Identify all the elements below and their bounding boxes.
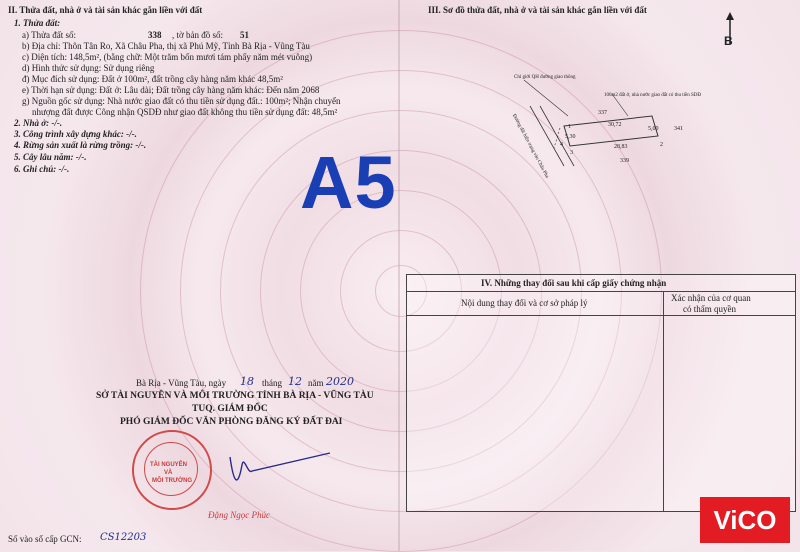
register-number: CS12203 [100, 532, 147, 543]
use-term: e) Thời hạn sử dụng: Đất ở: Lâu dài; Đất trồng cây hàng năm khác: Đến năm 2068 [22, 85, 320, 95]
signer-name: Đặng Ngọc Phúc [208, 510, 270, 520]
lot-337: 337 [598, 110, 607, 116]
map-sheet-label: , tờ bản đồ số: [172, 30, 224, 40]
col-change-content: Nội dung thay đổi và cơ sở pháp lý [461, 298, 588, 308]
signer-role: PHÓ GIÁM ĐỐC VĂN PHÒNG ĐĂNG KÝ ĐẤT ĐAI [120, 417, 343, 427]
address: b) Địa chỉ: Thôn Tân Ro, Xã Châu Pha, thị xã Phú Mỹ, Tỉnh Bà Rịa - Vũng Tàu [22, 41, 310, 51]
item-5: 5. Cây lâu năm: -/-. [14, 152, 87, 162]
map-note-land: 100m2 đất ở, nhà nước giao đất có thu tiền SDĐ [604, 93, 702, 98]
lot-341: 341 [674, 126, 683, 132]
map-note-road-limit: Chỉ giới QH đường giao thông [514, 75, 576, 80]
dim-left: 5,30 [565, 134, 576, 140]
dim-right: 5,00 [648, 126, 659, 132]
issue-date-prefix: Bà Rịa - Vũng Tàu, ngày [136, 378, 227, 388]
issue-month: 12 [288, 375, 302, 388]
section-2-title: II. Thửa đất, nhà ở và tài sản khác gắn liền với đất [8, 5, 203, 15]
point-3: 3 [570, 150, 573, 156]
parcel-number: 338 [148, 30, 162, 40]
parcel-number-label: a) Thửa đất số: [22, 30, 76, 40]
tuq-title: TUQ. GIÁM ĐỐC [192, 404, 268, 414]
item-6: 6. Ghi chú: -/-. [14, 164, 70, 174]
issue-month-label: tháng [262, 378, 282, 388]
issuing-org: SỞ TÀI NGUYÊN VÀ MÔI TRƯỜNG TỈNH BÀ RỊA - VŨNG TÀU [96, 391, 374, 401]
use-origin-cont: nhượng đất được Công nhận QSDĐ như giao đất không thu tiền sử dụng đất: 48,5m² [32, 107, 338, 117]
issue-year-label: năm [308, 378, 324, 388]
issue-day: 18 [240, 375, 254, 388]
vico-logo: ViCO [700, 497, 790, 543]
item-2: 2. Nhà ở: -/-. [14, 118, 63, 128]
item-1-label: 1. Thửa đất: [14, 18, 61, 28]
lot-339: 339 [620, 158, 629, 164]
a5-watermark: A5 [300, 141, 397, 224]
col-authority-line1: Xác nhận của cơ quan [671, 293, 751, 303]
page-fold [398, 0, 400, 551]
dim-top: 30,72 [608, 122, 622, 128]
item-3: 3. Công trình xây dựng khác: -/-. [14, 129, 137, 139]
changes-title: IV. Những thay đổi sau khi cấp giấy chứng nhận [481, 278, 667, 288]
area: c) Diện tích: 148,5m², (bằng chữ: Một trăm bốn mươi tám phẩy năm mét vuông) [22, 52, 313, 62]
handwritten-signature [200, 445, 340, 495]
register-label: Số vào sổ cấp GCN: [8, 534, 82, 544]
official-stamp: TÀI NGUYÊN VÀ MÔI TRƯỜNG [132, 430, 212, 510]
changes-table [406, 274, 796, 512]
point-4: 4 [560, 142, 563, 148]
point-1: 1 [568, 124, 571, 130]
road-label: Đường đất hiện trạng vào Châu Pha [510, 113, 550, 180]
map-sheet-number: 51 [240, 30, 249, 40]
section-3-title: III. Sơ đồ thửa đất, nhà ở và tài sản khác gắn liền với đất [428, 5, 647, 15]
use-purpose: đ) Mục đích sử dụng: Đất ở 100m², đất trồng cây hàng năm khác 48,5m² [22, 74, 283, 84]
point-2: 2 [660, 142, 663, 148]
use-origin: g) Nguồn gốc sử dụng: Nhà nước giao đất có thu tiền sử dụng đất.: 100m²; Nhận chuyển [22, 96, 341, 106]
north-label: B [724, 34, 733, 48]
issue-year: 2020 [326, 375, 354, 388]
col-authority-line2: có thẩm quyền [683, 304, 736, 314]
use-form: d) Hình thức sử dụng: Sử dụng riêng [22, 63, 155, 73]
dim-bottom: 28,83 [614, 144, 628, 150]
item-4: 4. Rừng sản xuất là rừng trồng: -/-. [14, 140, 147, 150]
